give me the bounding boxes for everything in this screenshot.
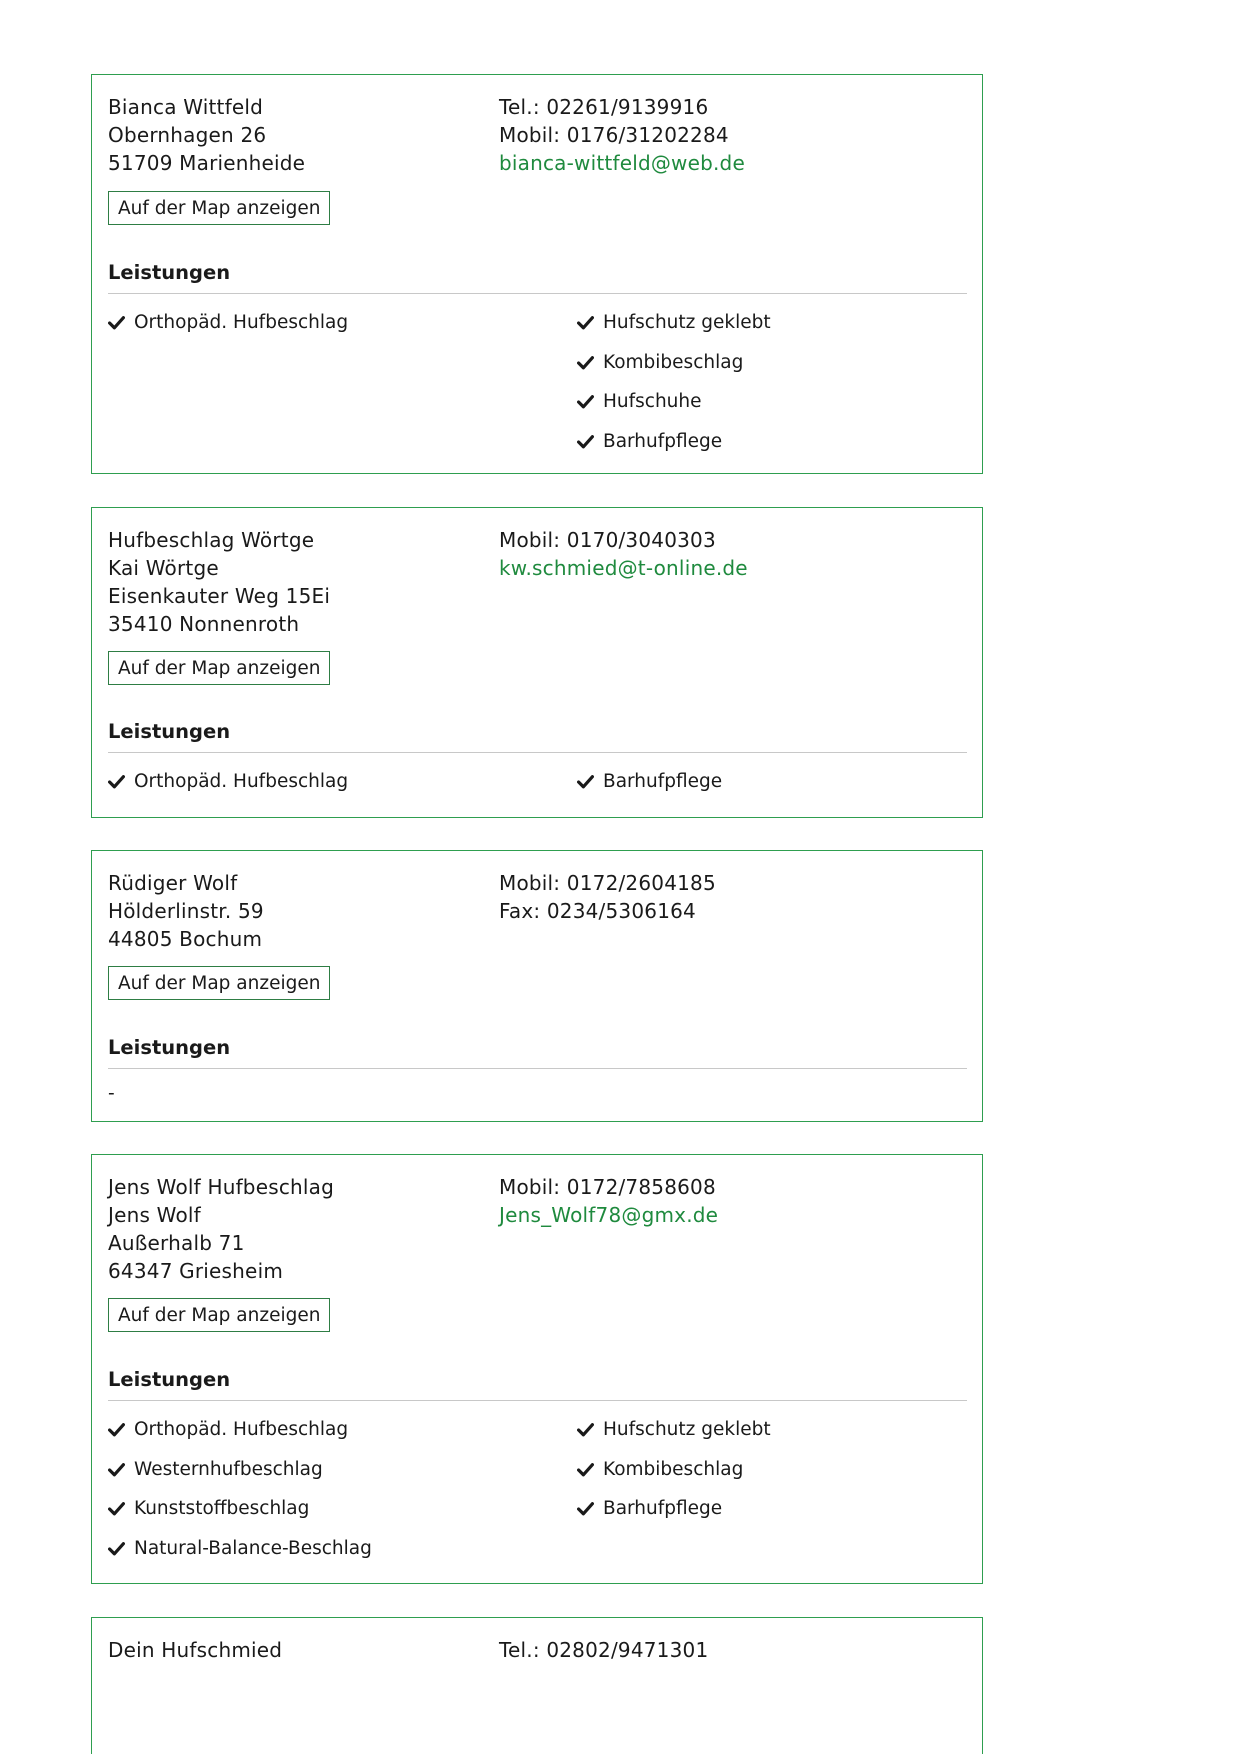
- provider-street: Obernhagen 26: [108, 123, 267, 147]
- service-label: Kombibeschlag: [603, 1458, 744, 1480]
- service-item: [577, 351, 771, 391]
- provider-phone: Tel.: 02802/9471301: [499, 1638, 709, 1662]
- provider-company: Hufbeschlag Wörtge: [108, 528, 315, 552]
- check-icon: [108, 1500, 125, 1517]
- provider-contact: [499, 93, 959, 177]
- service-item: [108, 1497, 372, 1537]
- check-icon: [577, 773, 594, 790]
- service-label: Hufschuhe: [603, 391, 702, 412]
- provider-name: Jens Wolf: [108, 1203, 201, 1227]
- service-label: Barhufpflege: [603, 1498, 723, 1519]
- provider-name: Bianca Wittfeld: [108, 95, 263, 119]
- service-item: [577, 1458, 771, 1498]
- check-icon: [577, 1461, 594, 1478]
- provider-company: Dein Hufschmied: [108, 1638, 283, 1662]
- service-label: Hufschutz geklebt: [603, 312, 771, 333]
- provider-name: Kai Wörtge: [108, 556, 219, 580]
- provider-email-link[interactable]: bianca-wittfeld@web.de: [499, 151, 745, 175]
- provider-mobile: Mobil: 0176/31202284: [499, 123, 729, 147]
- provider-city: 35410 Nonnenroth: [108, 612, 300, 636]
- services-heading: Leistungen: [108, 720, 231, 743]
- service-item: [577, 1497, 771, 1537]
- check-icon: [577, 433, 594, 450]
- provider-address: [108, 1173, 468, 1285]
- services-heading: Leistungen: [108, 261, 231, 284]
- provider-card: [91, 1617, 983, 1754]
- service-label: Orthopäd. Hufbeschlag: [134, 312, 349, 333]
- provider-company: Jens Wolf Hufbeschlag: [108, 1175, 335, 1199]
- provider-contact: [499, 1636, 959, 1664]
- check-icon: [577, 354, 594, 371]
- services-divider: [108, 1068, 967, 1069]
- service-label: Orthopäd. Hufbeschlag: [134, 1419, 349, 1440]
- service-label: Kombibeschlag: [603, 351, 744, 373]
- service-label: Barhufpflege: [603, 430, 723, 452]
- service-item: [108, 1537, 372, 1577]
- services-divider: [108, 752, 967, 753]
- provider-email-link[interactable]: Jens_Wolf78@gmx.de: [499, 1203, 719, 1227]
- show-on-map-button[interactable]: Auf der Map anzeigen: [108, 1298, 330, 1332]
- show-on-map-button[interactable]: Auf der Map anzeigen: [108, 966, 330, 1000]
- provider-phone: Tel.: 02261/9139916: [499, 95, 709, 119]
- service-label: Barhufpflege: [603, 771, 723, 792]
- service-item: [577, 770, 722, 810]
- service-item: [108, 1418, 372, 1458]
- check-icon: [577, 314, 594, 331]
- provider-contact: [499, 526, 959, 582]
- service-item: [577, 430, 771, 470]
- provider-card: [91, 507, 983, 818]
- service-item: [577, 1418, 771, 1458]
- provider-mobile: Mobil: 0172/7858608: [499, 1175, 716, 1199]
- service-label: Westernhufbeschlag: [134, 1458, 323, 1480]
- check-icon: [108, 1421, 125, 1438]
- provider-mobile: Mobil: 0172/2604185: [499, 871, 716, 895]
- provider-address: [108, 869, 468, 953]
- service-item: [108, 770, 348, 810]
- show-on-map-button[interactable]: Auf der Map anzeigen: [108, 191, 330, 225]
- provider-card: [91, 850, 983, 1122]
- service-item: [577, 390, 771, 430]
- check-icon: [108, 1540, 125, 1557]
- provider-street: Außerhalb 71: [108, 1231, 245, 1255]
- check-icon: [577, 393, 594, 410]
- service-item: [108, 311, 348, 351]
- provider-street: Eisenkauter Weg 15Ei: [108, 584, 331, 608]
- provider-name: Rüdiger Wolf: [108, 871, 238, 895]
- provider-fax: Fax: 0234/5306164: [499, 899, 696, 923]
- provider-card: [91, 74, 983, 474]
- provider-card: [91, 1154, 983, 1584]
- provider-address: [108, 526, 468, 638]
- show-on-map-button[interactable]: Auf der Map anzeigen: [108, 651, 330, 685]
- service-label: Hufschutz geklebt: [603, 1419, 771, 1440]
- provider-email-link[interactable]: kw.schmied@t-online.de: [499, 556, 748, 580]
- check-icon: [108, 314, 125, 331]
- provider-street: Hölderlinstr. 59: [108, 899, 264, 923]
- check-icon: [577, 1421, 594, 1438]
- provider-contact: [499, 1173, 959, 1229]
- provider-city: 44805 Bochum: [108, 927, 263, 951]
- services-heading: Leistungen: [108, 1036, 231, 1059]
- provider-city: 51709 Marienheide: [108, 151, 306, 175]
- services-empty: -: [108, 1083, 115, 1104]
- provider-contact: [499, 869, 959, 925]
- check-icon: [108, 1461, 125, 1478]
- service-item: [108, 1458, 372, 1498]
- provider-mobile: Mobil: 0170/3040303: [499, 528, 716, 552]
- service-label: Natural-Balance-Beschlag: [134, 1537, 372, 1559]
- services-divider: [108, 293, 967, 294]
- service-label: Kunststoffbeschlag: [134, 1498, 310, 1519]
- check-icon: [577, 1500, 594, 1517]
- provider-address: [108, 93, 468, 177]
- provider-city: 64347 Griesheim: [108, 1259, 284, 1283]
- provider-address: [108, 1636, 468, 1664]
- check-icon: [108, 773, 125, 790]
- services-heading: Leistungen: [108, 1368, 231, 1391]
- services-divider: [108, 1400, 967, 1401]
- service-label: Orthopäd. Hufbeschlag: [134, 771, 349, 792]
- service-item: [577, 311, 771, 351]
